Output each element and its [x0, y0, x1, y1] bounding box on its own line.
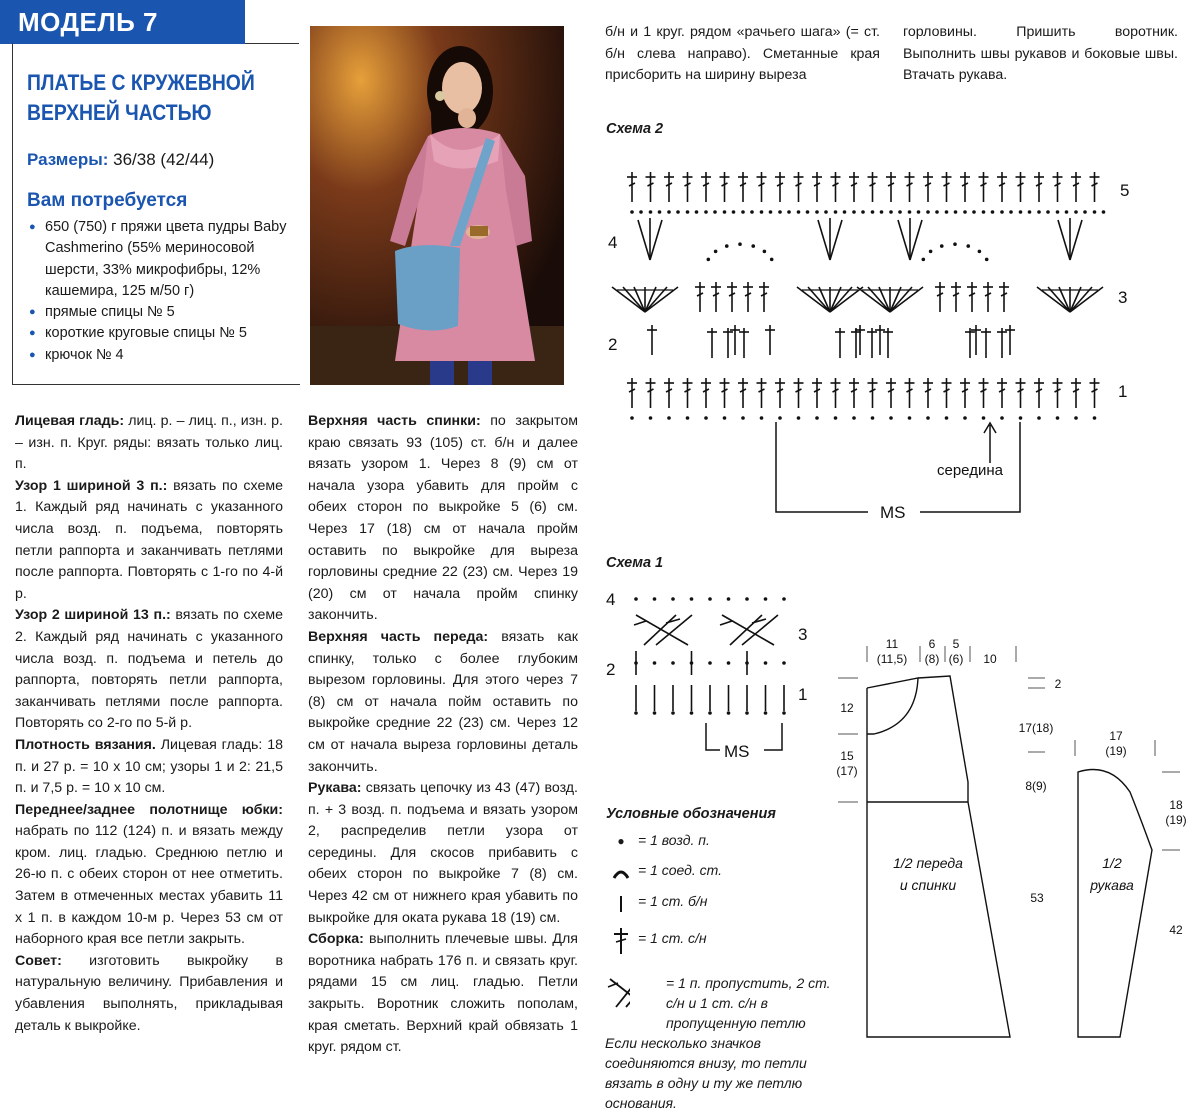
- chain-dot: [1037, 210, 1041, 214]
- chain-dot: [782, 711, 786, 715]
- chain-dot: [676, 210, 680, 214]
- chain-dot: [871, 210, 875, 214]
- chain-dot: [634, 597, 638, 601]
- assembly-continuation: б/н и 1 круг. рядом «рачьего шага» (= ст. б/н слева направо). Сметанные края присборить на ширину выреза: [605, 24, 880, 84]
- title-line-1: ПЛАТЬЕ С КРУЖЕВНОЙ: [27, 70, 255, 95]
- chart-stroke: [1048, 287, 1070, 312]
- chain-dot: [889, 210, 893, 214]
- scheme2-row-5: 5: [1120, 181, 1130, 200]
- chain-dot: [926, 416, 930, 420]
- chain-dot: [1102, 210, 1106, 214]
- para-text: набрать по 112 (124) п. и вязать между кром. лиц. гладью. Среднюю петлю и 26-ю п. с обеих сторон от нее отметить. Затем в отмеченных местах убавить 11 x 1 п. в каждом 10-м р. Через 53 см от наборного края все петли закрыть.: [15, 823, 283, 948]
- chain-dot: [667, 210, 671, 214]
- scheme2-middle-label: середина: [937, 462, 1003, 479]
- para-text: изготовить выкройку в натуральную величину. Прибавления и убавления выполнять, прикладывая деталь к выкройке.: [15, 952, 283, 1034]
- chart-stroke: [623, 287, 645, 312]
- para-heading: Лицевая гладь:: [15, 413, 125, 429]
- chain-dot: [782, 597, 786, 601]
- chain-dot: [667, 416, 671, 420]
- chain-dot: [963, 416, 967, 420]
- scheme1-diagram: [600, 585, 815, 760]
- chain-dot: [1028, 210, 1032, 214]
- scheme2-diagram: [600, 160, 1140, 525]
- dim-height-12: 12: [840, 701, 854, 715]
- chain-stitch-icon: ●: [617, 834, 625, 848]
- chart-stroke: [752, 619, 766, 623]
- chain-dot: [686, 416, 690, 420]
- chain-dot: [926, 210, 930, 214]
- chain-dot: [708, 597, 712, 601]
- chain-dot: [834, 416, 838, 420]
- chain-dot: [972, 210, 976, 214]
- para-heading: Верхняя часть переда:: [308, 628, 489, 645]
- chain-dot: [690, 711, 694, 715]
- chart-stroke: [1058, 220, 1070, 260]
- chart-stroke: [868, 287, 890, 312]
- chain-dot: [738, 242, 742, 246]
- chart-stroke: [634, 621, 646, 625]
- chain-dot: [917, 210, 921, 214]
- chain-dot: [770, 258, 774, 262]
- dim-width-2-alt: (8): [924, 652, 940, 666]
- paragraph: [308, 778, 578, 929]
- materials-list: [25, 217, 295, 366]
- scheme2-title: Схема 2: [606, 121, 664, 137]
- scheme1-ms-label: MS: [724, 742, 750, 760]
- dim-height-15-alt: (17): [836, 764, 858, 778]
- chain-dot: [704, 416, 708, 420]
- chain-dot: [671, 711, 675, 715]
- instructions-column-2: [308, 411, 578, 1059]
- para-heading: Узор 1 шириной 3 п.:: [15, 477, 168, 494]
- chain-dot: [708, 711, 712, 715]
- chain-dot: [658, 210, 662, 214]
- dim-width-1: 11: [885, 637, 899, 651]
- chain-dot: [727, 661, 731, 665]
- para-text: по закрытом краю связать 93 (105) ст. б/н и далее вязать узором 1. Через 8 (9) см от начала узора убавить для пройм с обеих сторон по выкройке 5 (6) см. Через 17 (18) см от начала пройм оставить по выкройке для выреза горловины средние 22 (23) см. Через 19 (20) см от начала пройм спинку закончить.: [308, 413, 578, 624]
- chain-dot: [1019, 416, 1023, 420]
- assembly-ending: горловины. Пришить воротник. Выполнить швы рукавов и боковые швы. Втачать рукава.: [903, 24, 1178, 84]
- chain-dot: [953, 242, 957, 246]
- chain-dot: [871, 416, 875, 420]
- chain-dot: [778, 416, 782, 420]
- chain-dot: [1074, 210, 1078, 214]
- chain-dot: [630, 210, 634, 214]
- dim-width-3: 5: [952, 637, 960, 651]
- chain-dot: [1093, 416, 1097, 420]
- chain-dot: [764, 661, 768, 665]
- paragraph: [15, 735, 283, 800]
- sizes-label: Размеры:: [27, 150, 109, 169]
- chain-dot: [649, 210, 653, 214]
- chain-dot: [963, 210, 967, 214]
- chain-dot: [708, 661, 712, 665]
- scheme1-row-2: 2: [606, 660, 616, 679]
- scheme2-row-2: 2: [608, 335, 618, 354]
- chain-dot: [639, 210, 643, 214]
- chain-dot: [954, 210, 958, 214]
- chart-stroke: [720, 621, 732, 625]
- chain-dot: [852, 210, 856, 214]
- chain-dot: [704, 210, 708, 214]
- dim-width-4: 10: [983, 652, 997, 666]
- dim-sleeve-17-alt: (19): [1105, 744, 1127, 758]
- para-heading: Сборка:: [308, 931, 364, 948]
- chain-dot: [751, 244, 755, 248]
- chain-dot: [815, 210, 819, 214]
- paragraph: [15, 411, 283, 476]
- para-heading: Рукава:: [308, 780, 362, 797]
- chain-dot: [935, 210, 939, 214]
- para-text: связать цепочку из 43 (47) возд. п. + 3 возд. п. подъема и вязать узором 2, распределив петли узора от середины. Для скосов прибавить с обеих сторон по выкройке 7 (8) см. Через 42 см от нижнего края убавить по выкройке для оката рукава 18 (19) см.: [308, 780, 578, 926]
- chain-dot: [745, 597, 749, 601]
- chain-dot: [985, 258, 989, 262]
- chain-dot: [649, 416, 653, 420]
- dim-right-8: 8(9): [1025, 779, 1047, 793]
- chain-dot: [815, 416, 819, 420]
- crossed-stitch-icon: [604, 973, 630, 1011]
- chain-dot: [824, 210, 828, 214]
- chain-dot: [978, 250, 982, 254]
- chain-dot: [1083, 210, 1087, 214]
- chain-dot: [787, 210, 791, 214]
- sizes-line: [27, 150, 214, 170]
- para-heading: Совет:: [15, 952, 62, 969]
- chain-dot: [671, 597, 675, 601]
- chain-dot: [750, 210, 754, 214]
- chain-dot: [653, 661, 657, 665]
- chart-stroke: [638, 220, 650, 260]
- instructions-column-1: [15, 411, 283, 1037]
- dim-width-3-alt: (6): [948, 652, 964, 666]
- para-heading: Плотность вязания.: [15, 736, 156, 753]
- chain-dot: [695, 210, 699, 214]
- body-label-1: 1/2 переда: [893, 855, 963, 871]
- chart-stroke: [898, 220, 910, 260]
- chain-dot: [889, 416, 893, 420]
- chain-dot: [940, 244, 944, 248]
- chain-dot: [741, 416, 745, 420]
- dim-height-15: 15: [840, 749, 854, 763]
- dim-width-1-alt: (11,5): [876, 652, 908, 666]
- paragraph: [15, 605, 283, 735]
- chart-stroke: [830, 220, 842, 260]
- garment-schematic: [830, 632, 1195, 1072]
- chain-dot: [690, 597, 694, 601]
- chain-dot: [1046, 210, 1050, 214]
- chart-stroke: [650, 220, 662, 260]
- chart-stroke: [1070, 220, 1082, 260]
- chain-dot: [764, 711, 768, 715]
- dim-sleeve-18-alt: (19): [1165, 813, 1187, 827]
- chart-stroke: [818, 220, 830, 260]
- model-banner: МОДЕЛЬ 7: [0, 0, 245, 44]
- chain-dot: [982, 210, 986, 214]
- material-item: ● 650 (750) г пряжи цвета пудры Baby Cashmerino (55% мериносовой шерсти, 33% микрофибры, 12% кашемира, 125 м/50 г): [25, 217, 295, 302]
- chain-dot: [1037, 416, 1041, 420]
- chain-dot: [1074, 416, 1078, 420]
- paragraph: [308, 929, 578, 1059]
- chain-dot: [707, 258, 711, 262]
- material-item: ● крючок № 4: [25, 345, 295, 366]
- chain-dot: [723, 210, 727, 214]
- legend-note: Если несколько значков соединяются внизу, то петли вязать в одну и ту же петлю основания.: [605, 1035, 807, 1111]
- chain-dot: [745, 711, 749, 715]
- para-text: вязать по схеме 2. Каждый ряд начинать с указанного числа возд. п. подъема и петель до раппорта, повторять петли раппорта, заканчивать петлями после раппорта. Повторять со 2-го по 5-й р.: [15, 607, 283, 732]
- chain-dot: [806, 210, 810, 214]
- chain-dot: [1056, 416, 1060, 420]
- chain-dot: [929, 250, 933, 254]
- chart-stroke: [644, 615, 676, 645]
- chain-dot: [1065, 210, 1069, 214]
- dim-sleeve-42: 42: [1169, 923, 1183, 937]
- chart-stroke: [890, 287, 912, 312]
- legend-text: = 1 возд. п.: [638, 832, 710, 848]
- chain-dot: [991, 210, 995, 214]
- legend-text: = 1 п. пропустить, 2 ст. с/н и 1 ст. с/н в пропущенную петлю: [666, 975, 831, 1031]
- paragraph: [15, 951, 283, 1037]
- material-item: ● короткие круговые спицы № 5: [25, 323, 295, 344]
- materials-heading: Вам потребуется: [27, 190, 188, 211]
- chain-dot: [769, 210, 773, 214]
- paragraph: [308, 411, 578, 627]
- para-text: Лицевая гладь: 18 п. и 27 р. = 10 x 10 см; узоры 1 и 2: 21,5 п. и 7,5 р. = 10 x 10 см.: [15, 736, 283, 797]
- chart-stroke: [808, 287, 830, 312]
- dim-right-2: 2: [1054, 677, 1062, 691]
- pattern-title: [27, 68, 256, 128]
- chain-dot: [634, 711, 638, 715]
- legend-text: = 1 ст. с/н: [638, 930, 707, 946]
- para-heading: Узор 2 шириной 13 п.:: [15, 607, 171, 624]
- scheme2-ms-label: MS: [880, 503, 906, 522]
- chart-stroke: [645, 287, 667, 312]
- sleeve-label-2: рукава: [1090, 877, 1134, 893]
- chart-stroke: [830, 287, 852, 312]
- chart-stroke: [1070, 287, 1092, 312]
- dim-width-2: 6: [928, 637, 936, 651]
- chain-dot: [922, 258, 926, 262]
- scheme2-row-3: 3: [1118, 288, 1128, 307]
- chain-dot: [982, 416, 986, 420]
- model-photo: [310, 26, 564, 385]
- chain-dot: [898, 210, 902, 214]
- scheme1-row-4: 4: [606, 590, 616, 609]
- chain-dot: [725, 244, 729, 248]
- dress-illustration: [310, 26, 564, 385]
- dim-right-17: 17(18): [1018, 721, 1054, 735]
- scheme1-row-1: 1: [798, 685, 808, 704]
- single-crochet-icon: [608, 893, 634, 915]
- chain-dot: [1009, 210, 1013, 214]
- title-line-2: ВЕРХНЕЙ ЧАСТЬЮ: [27, 100, 212, 125]
- chain-dot: [852, 416, 856, 420]
- scheme2-row-1: 1: [1118, 382, 1128, 401]
- paragraph: [15, 476, 283, 606]
- chain-dot: [714, 250, 718, 254]
- chain-dot: [834, 210, 838, 214]
- chain-dot: [760, 416, 764, 420]
- sleeve-label-1: 1/2: [1102, 855, 1122, 871]
- legend-text: = 1 соед. ст.: [638, 862, 723, 878]
- scheme1-title: Схема 1: [606, 555, 664, 571]
- chain-dot: [713, 210, 717, 214]
- scheme1-row-3: 3: [798, 625, 808, 644]
- legend-text: = 1 ст. б/н: [638, 893, 708, 909]
- chain-dot: [727, 597, 731, 601]
- dim-sleeve-17: 17: [1109, 729, 1123, 743]
- chain-dot: [1093, 210, 1097, 214]
- chain-dot: [727, 711, 731, 715]
- chain-dot: [653, 597, 657, 601]
- chain-dot: [760, 210, 764, 214]
- chain-dot: [1019, 210, 1023, 214]
- chain-dot: [945, 210, 949, 214]
- chain-dot: [1056, 210, 1060, 214]
- chain-dot: [908, 416, 912, 420]
- chain-dot: [1000, 210, 1004, 214]
- chain-dot: [1000, 416, 1004, 420]
- chain-dot: [630, 416, 634, 420]
- para-text: вязать как спинку, только с более глубоким вырезом горловины. Для этого через 7 (8) см от начала пойм оставить по выкройке средние 22 (23) см. Через 12 см от начала выреза горловины деталь закончить.: [308, 628, 578, 775]
- chain-dot: [797, 210, 801, 214]
- chain-dot: [732, 210, 736, 214]
- double-crochet-icon: [608, 926, 634, 956]
- sizes-value: 36/38 (42/44): [113, 150, 215, 169]
- slip-stitch-icon: [608, 862, 634, 882]
- para-heading: Переднее/заднее полотнище юбки:: [15, 801, 283, 818]
- scheme2-row-4: 4: [608, 233, 618, 252]
- chain-dot: [843, 210, 847, 214]
- chart-stroke: [666, 619, 680, 623]
- chain-dot: [908, 210, 912, 214]
- chain-dot: [686, 210, 690, 214]
- dim-height-53: 53: [1030, 891, 1044, 905]
- chain-dot: [763, 250, 767, 254]
- chart-stroke: [730, 615, 762, 645]
- chain-dot: [764, 597, 768, 601]
- chain-dot: [861, 210, 865, 214]
- material-item: ● прямые спицы № 5: [25, 302, 295, 323]
- chain-dot: [966, 244, 970, 248]
- para-text: выполнить плечевые швы. Для воротника набрать 176 п. и связать круг. рядами 15 см лиц. гладью. Петли закрыть. Воротник сложить пополам, края сметать. Верхний край обвязать 1 круг. рядом ст.: [308, 931, 578, 1056]
- legend-title: Условные обозначения: [606, 806, 776, 822]
- chain-dot: [741, 210, 745, 214]
- chain-dot: [782, 661, 786, 665]
- dim-sleeve-18: 18: [1169, 798, 1183, 812]
- para-heading: Верхняя часть спинки:: [308, 413, 481, 429]
- para-text: вязать по схеме 1. Каждый ряд начинать с указанного числа возд. п. подъема, повторять петли раппорта и заканчивать петлями после раппорта. Повторять с 1-го по 4-й р.: [15, 477, 283, 602]
- paragraph: [15, 800, 283, 951]
- paragraph: [308, 627, 578, 778]
- chain-dot: [778, 210, 782, 214]
- chain-dot: [880, 210, 884, 214]
- chain-dot: [723, 416, 727, 420]
- body-label-2: и спинки: [899, 877, 957, 893]
- chain-dot: [653, 711, 657, 715]
- chain-dot: [671, 661, 675, 665]
- chain-dot: [797, 416, 801, 420]
- chain-dot: [945, 416, 949, 420]
- chart-stroke: [910, 220, 922, 260]
- para-text: лиц. р. – лиц. п., изн. р. – изн. п. Круг. ряды: вязать только лиц. п.: [15, 413, 283, 473]
